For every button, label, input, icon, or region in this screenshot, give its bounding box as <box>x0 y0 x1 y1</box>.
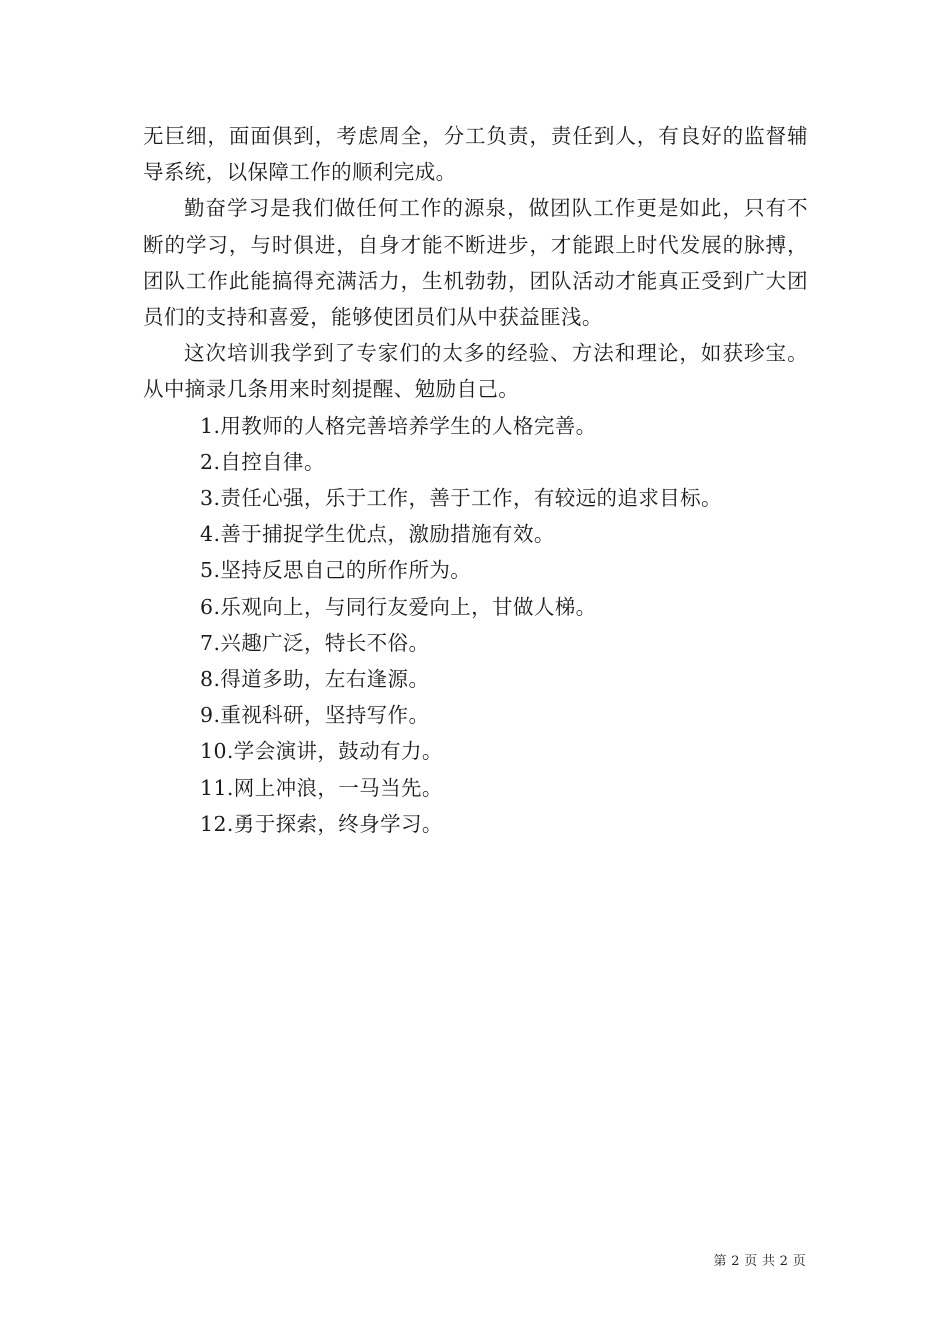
list-item: 2.自控自律。 <box>200 449 325 474</box>
list-item: 4.善于捕捉学生优点，激励措施有效。 <box>200 522 555 547</box>
list-item: 12.勇于探索，终身学习。 <box>200 811 443 836</box>
list-item: 3.责任心强，乐于工作，善于工作，有较远的追求目标。 <box>200 486 722 511</box>
list-item: 1.用教师的人格完善培养学生的人格完善。 <box>200 413 597 438</box>
paragraph-continuation: 无巨细，面面俱到，考虑周全，分工负责，责任到人，有良好的监督辅导系统，以保障工作的顺利完成。 <box>143 124 808 185</box>
paragraph-study: 勤奋学习是我们做任何工作的源泉，做团队工作更是如此，只有不断的学习，与时俱进，自身才能不断进步，才能跟上时代发展的脉搏，团队工作此能搞得充满活力，生机勃勃，团队活动才能真正受到广大团员们的支持和喜爱，能够使团员们从中获益匪浅。 <box>143 196 808 330</box>
page-number-footer: 第 2 页 共 2 页 <box>713 1254 806 1269</box>
takeaways-list <box>143 408 808 842</box>
document-body <box>143 118 808 842</box>
list-item: 7.兴趣广泛，特长不俗。 <box>200 630 430 655</box>
list-item: 8.得道多助，左右逢源。 <box>200 667 430 692</box>
list-item: 6.乐观向上，与同行友爱向上，甘做人梯。 <box>200 594 597 619</box>
list-item: 11.网上冲浪，一马当先。 <box>200 775 443 800</box>
paragraph-training: 这次培训我学到了专家们的太多的经验、方法和理论，如获珍宝。从中摘录几条用来时刻提醒、勉励自己。 <box>143 341 808 402</box>
list-item: 9.重视科研，坚持写作。 <box>200 703 430 728</box>
list-item: 10.学会演讲，鼓动有力。 <box>200 739 443 764</box>
list-item: 5.坚持反思自己的所作所为。 <box>200 558 472 583</box>
